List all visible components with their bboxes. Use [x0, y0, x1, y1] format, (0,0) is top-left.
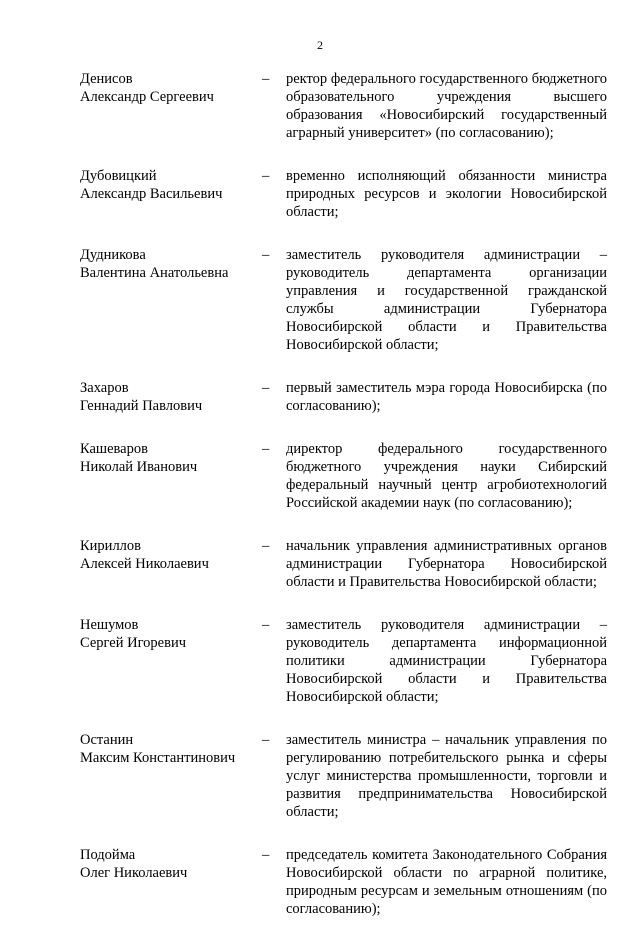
member-name	[80, 379, 262, 415]
member-given-name: Сергей Игоревич	[80, 635, 187, 651]
member-surname: Кашеваров	[80, 441, 148, 457]
member-name	[80, 537, 262, 573]
member-surname: Нешумов	[80, 617, 139, 633]
member-entry	[80, 167, 607, 221]
member-position: ректор федерального государственного бюджетного образовательного учреждения высшего образования «Новосибирский государственный аграрный университет» (по согласованию);	[286, 71, 607, 141]
members-list	[80, 70, 607, 943]
member-entry	[80, 537, 607, 591]
member-given-name: Алексей Николаевич	[80, 556, 209, 572]
member-name	[80, 70, 262, 106]
member-given-name: Максим Константинович	[80, 750, 236, 766]
member-surname: Денисов	[80, 71, 133, 87]
dash-separator: –	[262, 617, 270, 633]
dash-separator: –	[262, 247, 270, 263]
member-position: первый заместитель мэра города Новосибирска (по согласованию);	[286, 380, 607, 414]
member-name	[80, 616, 262, 652]
member-position: временно исполняющий обязанности министра природных ресурсов и экологии Новосибирской области;	[286, 168, 607, 220]
dash-separator: –	[262, 538, 270, 554]
member-entry	[80, 379, 607, 415]
member-surname: Подойма	[80, 847, 136, 863]
member-given-name: Александр Сергеевич	[80, 89, 214, 105]
dash-separator: –	[262, 441, 270, 457]
member-position: директор федерального государственного бюджетного учреждения науки Сибирский федеральный научный центр агробиотехнологий Российской академии наук (по согласованию);	[286, 441, 607, 511]
member-position: заместитель руководителя администрации – руководитель департамента информационной политики администрации Губернатора Новосибирской области и Правительства Новосибирской области;	[286, 617, 607, 705]
dash-separator: –	[262, 380, 270, 396]
member-surname: Останин	[80, 732, 134, 748]
member-entry	[80, 846, 607, 918]
member-name	[80, 167, 262, 203]
member-position: заместитель руководителя администрации – руководитель департамента организации управления и государственной гражданской службы администрации Губернатора Новосибирской области и Правительства Новосибирской области;	[286, 247, 607, 353]
member-given-name: Геннадий Павлович	[80, 398, 203, 414]
dash-separator: –	[262, 847, 270, 863]
member-entry	[80, 70, 607, 142]
member-given-name: Александр Васильевич	[80, 186, 223, 202]
member-given-name: Олег Николаевич	[80, 865, 188, 881]
member-surname: Дудникова	[80, 247, 146, 263]
member-given-name: Николай Иванович	[80, 459, 198, 475]
page-number: 2	[317, 38, 323, 52]
dash-separator: –	[262, 168, 270, 184]
member-name	[80, 846, 262, 882]
member-position: заместитель министра – начальник управления по регулированию потребительского рынка и сферы услуг министерства промышленности, торговли и развития предпринимательства Новосибирской области;	[286, 732, 607, 820]
member-entry	[80, 731, 607, 821]
member-name	[80, 246, 262, 282]
dash-separator: –	[262, 732, 270, 748]
dash-separator: –	[262, 71, 270, 87]
member-name	[80, 440, 262, 476]
member-surname: Кириллов	[80, 538, 142, 554]
member-entry	[80, 440, 607, 512]
member-position: председатель комитета Законодательного Собрания Новосибирской области по аграрной политике, природным ресурсам и земельным отношениям (по согласованию);	[286, 847, 607, 917]
member-surname: Захаров	[80, 380, 129, 396]
member-entry	[80, 246, 607, 354]
member-given-name: Валентина Анатольевна	[80, 265, 229, 281]
member-surname: Дубовицкий	[80, 168, 157, 184]
member-position: начальник управления административных органов администрации Губернатора Новосибирской области и Правительства Новосибирской области;	[286, 538, 607, 590]
member-entry	[80, 616, 607, 706]
member-name	[80, 731, 262, 767]
